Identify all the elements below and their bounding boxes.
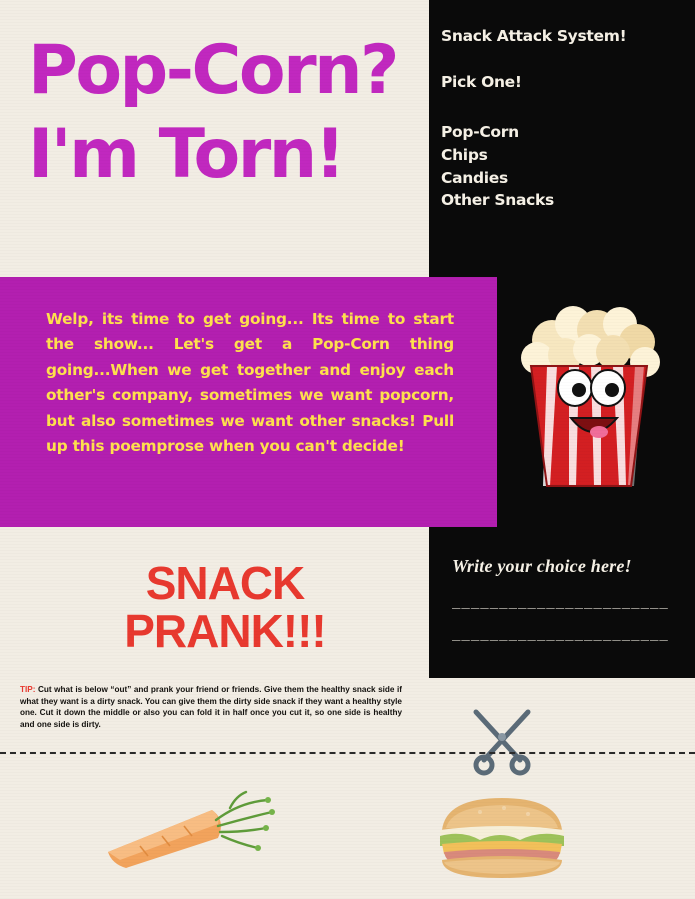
page-title	[28, 31, 428, 195]
list-item[interactable]: Chips	[441, 145, 488, 164]
write-choice-label: Write your choice here!	[452, 556, 632, 576]
write-choice-block	[452, 556, 682, 641]
tip-keyword: TIP:	[20, 685, 36, 694]
list-item[interactable]: Other Snacks	[441, 191, 554, 210]
panel-pick-one-label: Pick One!	[441, 73, 522, 92]
tip-text	[20, 684, 402, 731]
poem-text: Welp, its time to get going... Its time to start the show... Let's get a Pop-Corn thing going...When we get together and enjoy each other's company, sometimes we want popcorn, but also sometimes we want other snacks! Pull up this poemprose when you can't decide!	[46, 310, 454, 455]
snack-system-content	[441, 28, 685, 212]
snack-prank-heading	[60, 557, 390, 657]
scissors-icon	[462, 706, 542, 776]
headline-line-1: Pop-Corn?	[28, 31, 397, 110]
tip-body: Cut what is below “out” and prank your friend or friends. Give them the healthy snack side if what they want is a dirty snack. You can give them the dirty side snack if they want a healthy style one. Cut it down the middle or also you can fold it in half once you cut it, so one side is healthy and one side is dirty.	[20, 685, 402, 729]
snack-prank-line-1: SNACK	[145, 557, 305, 609]
snack-prank-line-2: PRANK!!!	[124, 604, 326, 657]
write-choice-line-1[interactable]: _______________________	[452, 593, 669, 609]
list-item[interactable]: Pop-Corn	[441, 123, 519, 142]
cut-dashed-line	[0, 752, 695, 754]
write-choice-line-2[interactable]: _______________________	[452, 625, 669, 641]
list-item[interactable]: Candies	[441, 168, 508, 187]
sandwich-icon	[432, 790, 572, 885]
popcorn-mascot-icon	[507, 300, 671, 490]
carrot-icon	[100, 790, 280, 880]
poem-box	[0, 277, 497, 527]
panel-title: Snack Attack System!	[441, 27, 627, 45]
snack-options-list	[441, 121, 685, 212]
headline-line-2: I'm Torn!	[28, 115, 344, 195]
